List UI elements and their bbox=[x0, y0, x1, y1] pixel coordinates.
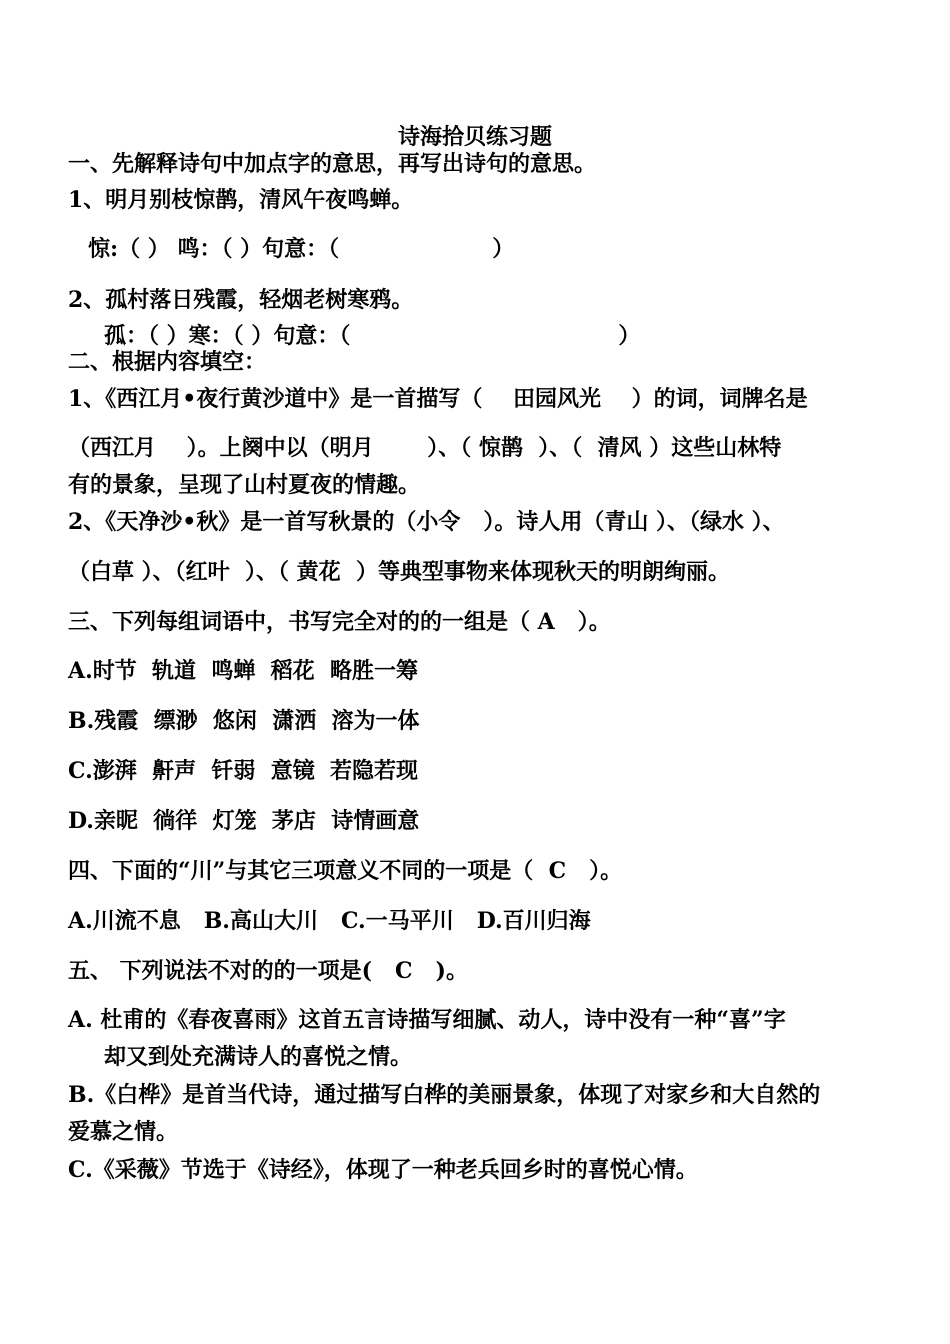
section-5-heading: 五、 下列说法不对的的一项是( C )。 bbox=[68, 958, 468, 984]
option-3-c: C.澎湃 鼾声 钎弱 意镜 若隐若现 bbox=[68, 758, 419, 784]
question-1-1: 1、明月别枝惊鹊，清风午夜鸣蝉。 bbox=[68, 187, 414, 213]
options-4: A.川流不息 B.高山大川 C.一马平川 D.百川归海 bbox=[68, 908, 591, 934]
option-5-b-line-2: 爱慕之情。 bbox=[68, 1119, 179, 1145]
question-2-1-line-1: 1、《西江月•夜行黄沙道中》是一首描写（ 田园风光 ）的词，词牌名是 bbox=[68, 386, 808, 412]
option-5-c: C.《采薇》节选于《诗经》，体现了一种老兵回乡时的喜悦心情。 bbox=[68, 1157, 698, 1183]
section-4-heading: 四、下面的“川”与其它三项意义不同的一项是（ C ）。 bbox=[68, 858, 623, 884]
answer-line-1-2: 孤：（ ）寒：（ ）句意：（ ） bbox=[104, 323, 641, 349]
question-2-2-line-1: 2、《天净沙•秋》是一首写秋景的（小令 ）。诗人用（青山 ）、（绿水 ）、 bbox=[68, 509, 785, 535]
option-3-b: B.残霞 缥渺 悠闲 潇洒 溶为一体 bbox=[68, 708, 420, 734]
question-2-1-line-3: 有的景象，呈现了山村夏夜的情趣。 bbox=[68, 472, 421, 498]
page-title: 诗海拾贝练习题 bbox=[397, 124, 552, 150]
section-2-heading: 二、根据内容填空： bbox=[68, 349, 267, 375]
question-2-1-line-2: （西江月 ）。上阕中以（明月 ）、（ 惊鹊 ）、（ 清风 ）这些山林特 bbox=[68, 435, 782, 461]
section-1-heading: 一、先解释诗句中加点字的意思，再写出诗句的意思。 bbox=[68, 151, 597, 177]
question-1-2: 2、孤村落日残霞，轻烟老树寒鸦。 bbox=[68, 287, 414, 313]
option-5-b-line-1: B.《白桦》是首当代诗，通过描写白桦的美丽景象，体现了对家乡和大自然的 bbox=[68, 1082, 821, 1108]
section-3-heading: 三、下列每组词语中，书写完全对的的一组是（ A ）。 bbox=[68, 609, 611, 635]
option-3-a: A.时节 轨道 鸣蝉 稻花 略胜一筹 bbox=[68, 658, 419, 684]
question-2-2-line-2: （白草 ）、（红叶 ）、（ 黄花 ）等典型事物来体现秋天的明朗绚丽。 bbox=[68, 559, 730, 585]
option-5-a-line-2: 却又到处充满诗人的喜悦之情。 bbox=[104, 1044, 413, 1070]
option-3-d: D.亲昵 徜徉 灯笼 茅店 诗情画意 bbox=[68, 808, 420, 834]
option-5-a-line-1: A. 杜甫的《春夜喜雨》这首五言诗描写细腻、动人，诗中没有一种“喜”字 bbox=[68, 1007, 786, 1033]
answer-line-1-1: 惊:（ ） 鸣：（ ）句意：（ ） bbox=[88, 236, 515, 262]
